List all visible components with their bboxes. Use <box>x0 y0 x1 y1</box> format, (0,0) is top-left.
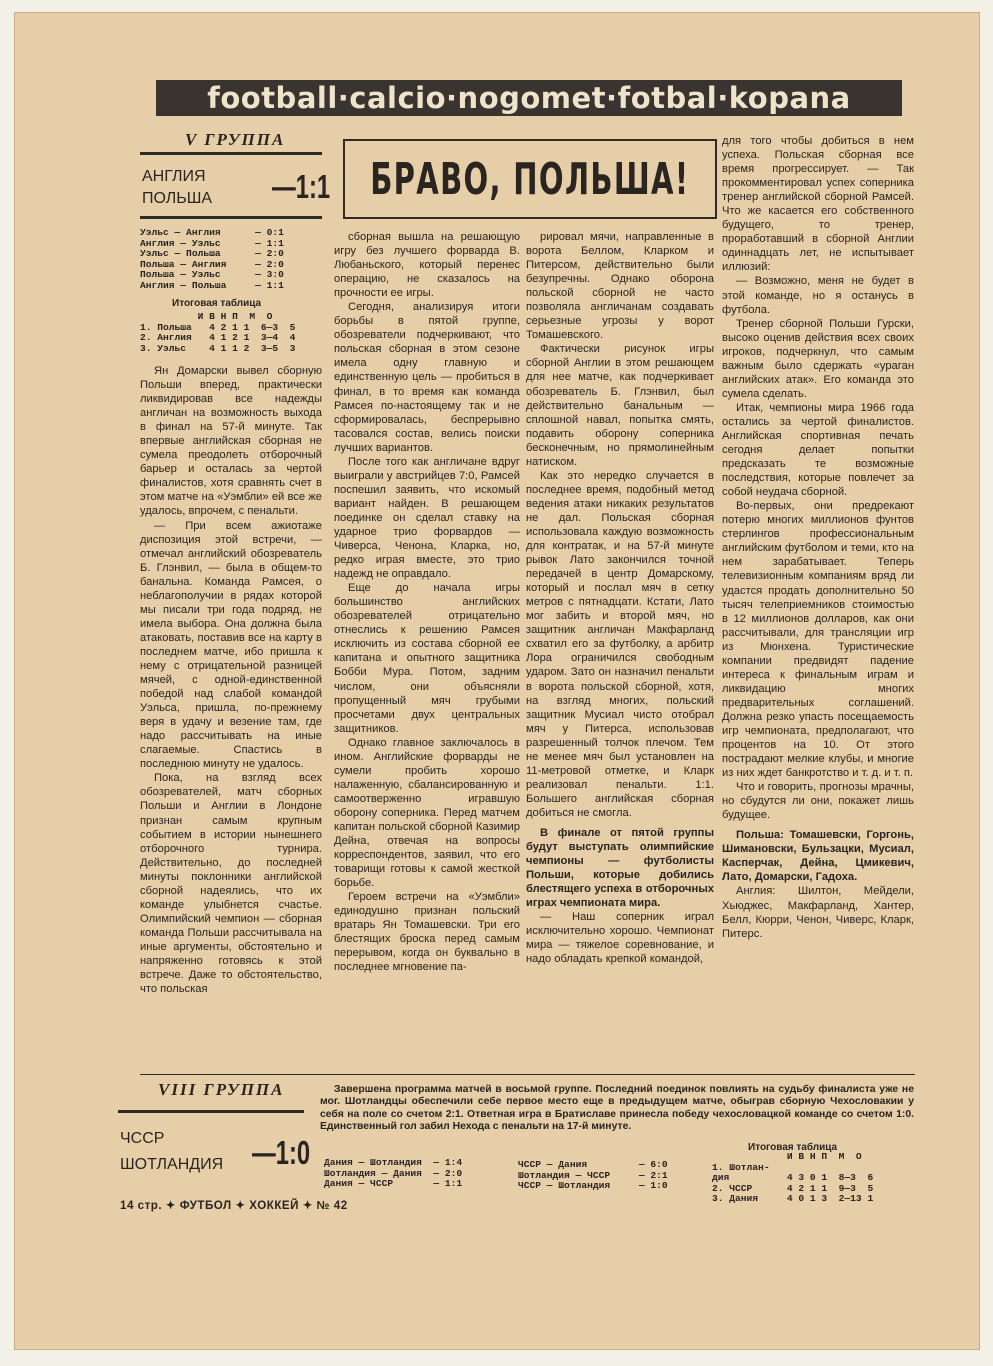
paragraph: Тренер сборной Польши Гурски, высоко оценив действия всех своих игроков, подчеркнул, что самым важным было сдержать «ураган английских атак». Его команда это сумела сделать. <box>722 317 914 400</box>
result-row: Англия — Польша — 1:1 <box>140 279 284 291</box>
group8-score: —1:0 <box>252 1134 311 1171</box>
result-row: Уэльс — Польша — 2:0 <box>140 248 284 259</box>
result-row: Дания — ЧССР — 1:1 <box>324 1178 463 1189</box>
group5-title: V ГРУППА <box>185 130 286 149</box>
article-headline-box <box>343 139 717 219</box>
result-row: Англия — Уэльс — 1:1 <box>140 237 284 249</box>
group8-results-left <box>324 1158 462 1190</box>
paragraph: — При всем ажиотаже диспозиция этой встречи, — отмечал английский обозреватель Б. Глэнвил, — была в общем-то банальна. Команда Рамсея, о неблагополучии в рядах которой мы писали три года подряд, не имела выбора. Она должна была атаковать, поставив все на карту в последнем матче, ибо пришла к нему с отрицательной разницей мячей, с одной-единственной победой над слабой командой Уэльса, пришла, по-прежнему веря в удачу и везение там, где надо рассчитывать на иные слагаемые. Спастись в последнюю минуту не удалось. <box>140 519 322 771</box>
group5-teams <box>142 166 212 210</box>
group8-table-title: Итоговая таблица <box>748 1142 838 1153</box>
result-row: Польша — Англия — 2:0 <box>140 258 284 270</box>
paragraph: После того как англичане вдруг выиграли у австрийцев 7:0, Рамсей поспешил заявить, что искомый вариант найден. В решающем поединке он сделал ставку на ударное трио форвардов — Чиверса, Ченона, Кларка, но, редко играя вместе, это трио надежд не оправдало. <box>334 455 520 581</box>
group5-table <box>140 312 295 354</box>
table-row: 3. Дания 4 0 1 3 2—13 1 <box>712 1193 874 1204</box>
result-row: ЧССР — Шотландия — 1:0 <box>518 1180 668 1191</box>
table-row: 3. Уэльс 4 1 1 2 3—5 3 <box>140 342 296 354</box>
paragraph: Во-первых, они предрекают потерю многих миллионов фунтов стерлингов профессиональным английским футболом и теми, кто на нем зарабатывает. Теперь телевизионным компаниям вряд ли удастся продать дополнительно 50 тысяч телеприемников стоимостью в 12 миллионов долларов, как они рассчитывали, для трансляции игр из Мюнхена. Туристические компании предвидят падение интереса к финальным играм и ликвидацию многих предварительных соглашений. Должна резко упасть посещаемость игр чемпионата, предполагают, что процентов на 10. От этого пострадают мелкие клубы, и многие из них ждет банкротство и т. д. и т. п. <box>722 500 914 780</box>
paragraph: Пока, на взгляд всех обозревателей, матч сборных Польши и Англии в Лондоне признан самым крупным событием в истории нынешнего отборочного турнира. Действительно, до последней минуты поклонники английской сборной надеялись, что их команде улыбнется счастье. Олимпийский чемпион — сборная команда Польши рассчитывала на иные аргументы, обстоятельно и напряженно готовясь к этой встрече. Даже то обстоятельство, что польская <box>140 772 322 996</box>
team-scotland: ШОТЛАНДИЯ <box>120 1156 224 1173</box>
group8-table <box>712 1152 873 1205</box>
paragraph: Фактически рисунок игры сборной Англии в этом решающем для нее матче, как подчеркивает обозреватель Б. Глэнвил, был действительно банальным — сплошной навал, попытка смять, подавить оборону соперника бесконечным, но прямолинейным натиском. <box>526 343 714 468</box>
table-row: 1. Польша 4 2 1 1 6—3 5 <box>140 321 296 333</box>
result-row: Польша — Уэльс — 3:0 <box>140 269 284 280</box>
table-row: 2. ЧССР 4 2 1 1 9—3 5 <box>712 1182 874 1194</box>
group8-teams <box>120 1126 223 1178</box>
group8-summary <box>320 1084 914 1133</box>
article-column-3 <box>526 230 714 1066</box>
paragraph: Героем встречи на «Уэмбли» единодушно признан польский вратарь Ян Томашевски. Три его блестящих броска перед самым перерывом, когда он буквально в последнее мгновение па- <box>334 891 520 974</box>
sport-banner: football·calcio·nogomet·fotbal·kopana <box>156 80 902 116</box>
lineup-england: Англия: Шилтон, Мейдели, Хьюджес, Макфарланд, Хантер, Белл, Кюрри, Ченон, Чиверс, Кларк, Питерс. <box>722 885 914 940</box>
group5-score: —1:1 <box>272 168 331 205</box>
paragraph: рировал мячи, направленные в ворота Беллом, Кларком и Питерсом, действительно были безупречны. Однако оборона польской сборной не часто позволяла англичанам создавать серьезные угрозы у ворот Томашевского. <box>526 231 714 342</box>
group8-title: VIII ГРУППА <box>158 1080 285 1099</box>
table-row: 1. Шотлан- <box>712 1161 770 1173</box>
group5-results <box>140 228 284 291</box>
paragraph: для того чтобы добиться в нем успеха. Польская сборная все время прогрессирует. — Так прокомментировал успех соперника тренер английской сборной Рамсей. Что же касается его собственного будущего, то тренер, проработавший в сборной Англии одиннадцать лет, не испытывает иллюзий: <box>722 135 914 274</box>
result-row: Шотландия — Дания — 2:0 <box>324 1167 463 1179</box>
paragraph: Сегодня, анализируя итоги борьбы в пятой группе, обозреватели подчеркивают, что польская сборная в этом сезоне имела одну главную и единственную цель — пробиться в финал, в то время как команда Рамсея по-настоящему так и не сформировалась, беспрерывно тасовался состав, велись поиски лучших вариантов. <box>334 301 520 454</box>
result-row: Уэльс — Англия — 0:1 <box>140 227 284 238</box>
article-headline: БРАВО, ПОЛЬША! <box>370 153 690 205</box>
article-column-4 <box>722 134 914 1074</box>
paragraph: Еще до начала игры большинство английских обозревателей отрицательно отнеслись к решению Рамсея исключить из состава сборной ее капитана и опытного защитника Бобби Мура. Потом, задним числом, они объясняли пропущенный мяч грубыми просчетами двух центральных защитников. <box>334 582 520 735</box>
highlight-paragraph: В финале от пятой группы будут выступать олимпийские чемпионы — футболисты Польши, которые добились блестящего успеха в отборочных играх чемпионата мира. <box>526 826 714 910</box>
paragraph: Завершена программа матчей в восьмой группе. Последний поединок повлиять на судьбу финалиста уже не мог. Шотландцы обеспечили себе первое место еще в предыдущем матче, обыграв сборную Чехословакии у себя на поле со счетом 2:1. Ответная игра в Братиславе принесла победу чехословацкой команде со счетом 1:0. Единственный гол забил Нехода с пенальти на 17-й минуте. <box>320 1084 914 1132</box>
paragraph: Ян Домарски вывел сборную Польши вперед, практически ликвидировав все надежды англичан на возможность выхода в финал на 57-й минуте. Так впервые английская сборная не сумела преодолеть отборочный барьер и осталась за чертой финалистов, хотя сравнять счет в этом матче на «Уэмбли» ей все же удалось, впрочем, с пенальти. <box>140 365 322 518</box>
result-row: Шотландия — ЧССР — 2:1 <box>518 1169 668 1181</box>
article-column-2 <box>334 230 520 1066</box>
team-czechoslovakia: ЧССР <box>120 1130 165 1147</box>
lineup-poland: Польша: Томашевски, Горгонь, Шимановски, Бульзацки, Мусиал, Касперчак, Дейна, Цмикевич, Лато, Домарски, Гадоха. <box>722 829 914 884</box>
paragraph: Что и говорить, прогнозы мрачны, но сбудутся ли они, покажет лишь будущее. <box>722 781 914 822</box>
paragraph: — Наш соперник играл исключительно хорошо. Чемпионат мира — тяжелое соревнование, и надо обладать крепкой командой, <box>526 911 714 966</box>
group5-table-title: Итоговая таблица <box>172 298 262 309</box>
team-poland: ПОЛЬША <box>142 190 213 207</box>
paragraph: — Возможно, меня не будет в этой команде, но я останусь в футбола. <box>722 275 914 316</box>
divider <box>140 1074 915 1075</box>
group8-results-right <box>518 1160 668 1192</box>
table-row: 2. Англия 4 1 2 1 3—4 4 <box>140 332 296 343</box>
divider <box>140 152 322 155</box>
paragraph: Однако главное заключалось в ином. Английские форварды не сумели пробить хорошо налаженную, сбалансированную и самоотверженно игравшую оборону соперника. Перед матчем капитан польской сборной Казимир Дейна, отвечая на вопросы корреспондентов, заявил, что его товарищи готовы к самой жесткой борьбе. <box>334 736 520 890</box>
divider <box>118 1110 304 1113</box>
paragraph: сборная вышла на решающую игру без лучшего форварда В. Любаньского, который перенес операцию, не сказалось на прочности ее игры. <box>334 231 520 300</box>
page-footer: 14 стр. ✦ ФУТБОЛ ✦ ХОККЕЙ ✦ № 42 <box>120 1199 348 1212</box>
result-row: Дания — Шотландия — 1:4 <box>324 1157 463 1168</box>
paragraph: Как это нередко случается в последнее время, подобный метод ведения атаки никаких результатов не дал. Польская сборная использовала каждую возможность для контратак, и на 57-й минуте рывок Лато закончился точной передачей в центр Домарскому, который и послал мяч в сетку метров с пятнадцати. Кстати, Лато мог забить и второй мяч, но защитник англичан Макфарланд схватил его за футболку, а арбитр Лора ограничился свободным ударом. Зато он назначил пенальти в ворота польской сборной, хотя, на взгляд многих, польский защитник Мусиал чисто отобрал мяч у Питерса, использовав разрешенный толчок плечом. Тем не менее мяч был установлен на 11-метровой отметке, и Кларк реализовал пенальти. 1:1. Большего английская сборная добиться не смогла. <box>526 469 714 819</box>
table-header: И В Н П М О <box>712 1151 862 1162</box>
result-row: ЧССР — Дания — 6:0 <box>518 1159 668 1170</box>
article-column-1 <box>140 364 322 1064</box>
team-england: АНГЛИЯ <box>142 168 206 185</box>
table-row: дия 4 3 0 1 8—3 6 <box>712 1172 874 1183</box>
table-header: И В Н П М О <box>140 311 273 322</box>
paragraph: Итак, чемпионы мира 1966 года остались за чертой финалистов. Английская спортивная печать сегодня делает попытки предсказать те возможные последствия, которые повлечет за собой неудача сборной. <box>722 401 914 499</box>
divider <box>140 216 322 219</box>
